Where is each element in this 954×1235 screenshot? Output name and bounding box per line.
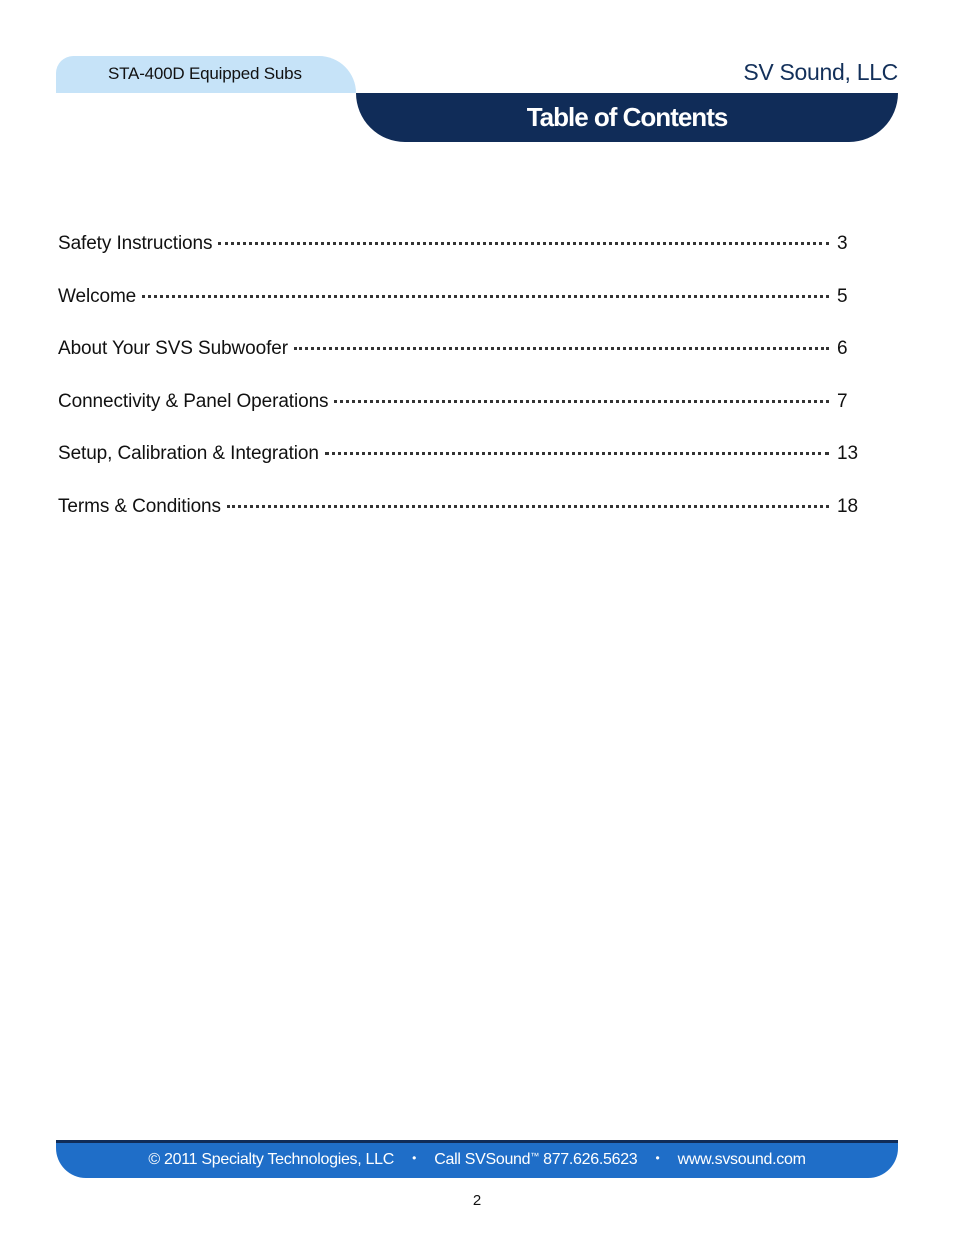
toc-entry-label: Connectivity & Panel Operations (58, 390, 329, 412)
title-band (356, 93, 898, 142)
dot-leader (325, 452, 829, 455)
product-name: STA-400D Equipped Subs (108, 64, 302, 83)
trademark-symbol: ™ (530, 1151, 539, 1161)
company-name: SV Sound, LLC (743, 59, 898, 85)
toc-entry-label: Terms & Conditions (58, 495, 221, 517)
dot-leader (334, 400, 829, 403)
product-tab (56, 56, 356, 93)
dot-leader (227, 505, 829, 508)
toc-entry-label: Welcome (58, 285, 137, 307)
footer-call (434, 1151, 637, 1168)
toc-entry-safety-instructions[interactable] (58, 233, 863, 286)
footer-call-prefix: Call SVSound (434, 1151, 531, 1168)
page-number: 2 (472, 1192, 482, 1209)
toc-entry-about-subwoofer[interactable] (58, 338, 863, 391)
page-title: Table of Contents (526, 102, 728, 132)
footer-separator: • (655, 1151, 660, 1165)
toc-entry-label: About Your SVS Subwoofer (58, 338, 288, 359)
toc-entry-setup[interactable] (58, 443, 863, 496)
toc-entry-page: 6 (837, 338, 848, 359)
toc-entry-welcome[interactable] (58, 286, 863, 339)
dot-leader (218, 242, 829, 245)
toc-entry-page: 13 (837, 443, 858, 464)
toc-entry-page: 3 (837, 233, 848, 254)
toc-entry-page: 7 (837, 390, 848, 412)
toc-entry-terms[interactable] (58, 496, 863, 549)
dot-leader (294, 347, 829, 350)
table-of-contents (58, 233, 863, 548)
footer-separator: • (412, 1151, 417, 1165)
toc-entry-label: Setup, Calibration & Integration (58, 443, 319, 464)
toc-entry-connectivity[interactable] (58, 391, 863, 444)
footer-copyright: © 2011 Specialty Technologies, LLC (148, 1151, 394, 1168)
dot-leader (142, 295, 829, 298)
toc-entry-page: 18 (837, 495, 858, 517)
footer-website-link[interactable]: www.svsound.com (677, 1151, 806, 1168)
toc-entry-label: Safety Instructions (58, 233, 213, 254)
footer-phone[interactable]: 877.626.5623 (543, 1151, 638, 1168)
footer-band (56, 1140, 898, 1178)
toc-entry-page: 5 (837, 285, 848, 307)
